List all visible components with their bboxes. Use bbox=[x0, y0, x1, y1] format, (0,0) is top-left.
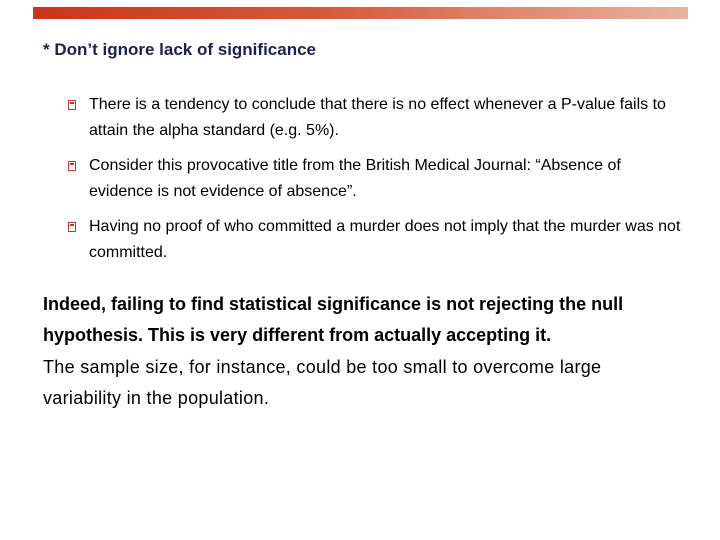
conclusion-bold-paragraph: Indeed, failing to find statistical significance is not rejecting the null hypothesis. This is very different from actually accepting it. bbox=[43, 294, 624, 345]
square-bullet-icon bbox=[68, 100, 76, 110]
conclusion-paragraph: The sample size, for instance, could be too small to overcome large variability in the population. bbox=[43, 357, 602, 408]
bullet-item bbox=[68, 153, 688, 205]
header-gradient-bar bbox=[33, 7, 688, 19]
bullet-text: Consider this provocative title from the British Medical Journal: “Absence of evidence is not evidence of absence”. bbox=[89, 157, 621, 200]
bullet-text: Having no proof of who committed a murder does not imply that the murder was not committed. bbox=[89, 218, 681, 261]
bullet-item bbox=[68, 92, 688, 144]
bullet-item bbox=[68, 214, 688, 266]
bullet-text: There is a tendency to conclude that there is no effect whenever a P-value fails to attain the alpha standard (e.g. 5%). bbox=[89, 96, 666, 139]
bullet-list bbox=[68, 92, 688, 275]
square-bullet-icon bbox=[68, 161, 76, 171]
square-bullet-icon bbox=[68, 222, 76, 232]
slide-title: * Don’t ignore lack of significance bbox=[43, 40, 316, 59]
